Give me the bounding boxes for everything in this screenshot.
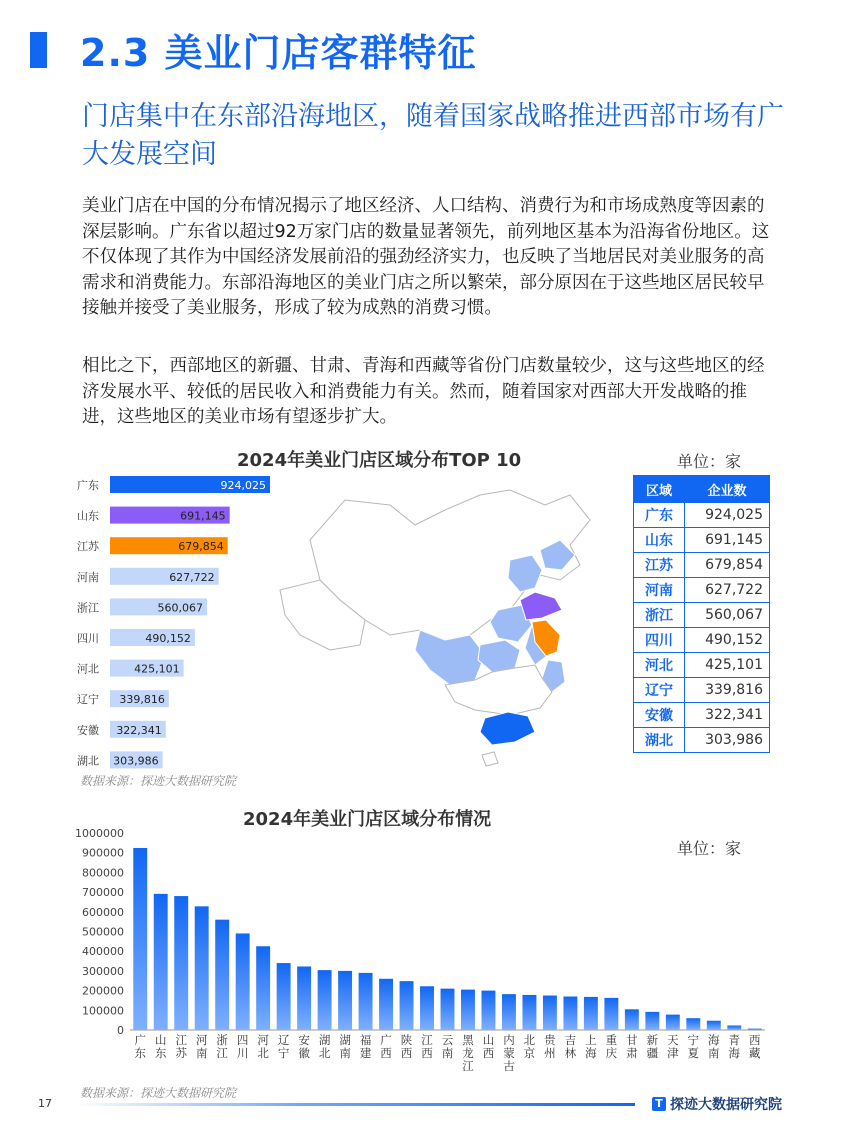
top10-data-label: 924,025 [220,479,266,492]
x-category-label: 黑龙江 [462,1033,474,1073]
top10-category-label: 四川 [77,632,99,645]
x-category-label: 江西 [421,1033,433,1060]
region-bar [256,946,270,1030]
region-bar [154,894,168,1030]
table-row [634,578,770,603]
table-row [634,528,770,553]
table-cell-value: 560,067 [685,603,770,628]
table-row [634,603,770,628]
region-bar [297,966,311,1030]
x-category-label: 安徽 [298,1033,310,1060]
all-regions-bar-chart [60,825,775,1080]
region-bar [625,1009,639,1030]
y-tick-label: 100000 [82,1004,124,1018]
table-cell-value: 425,101 [685,653,770,678]
paragraph-2: 相比之下，西部地区的新疆、甘肃、青海和西藏等省份门店数量较少，这与这些地区的经济发展水平、较低的居民收入和消费能力有关。然而，随着国家对西部大开发战略的推进，这些地区的美业市场有望逐步扩大。 [82,356,765,427]
top10-category-label: 山东 [77,509,99,523]
section-subtitle: 门店集中在东部沿海地区，随着国家战略推进西部市场有广大发展空间 [82,101,784,170]
y-tick-label: 0 [117,1024,124,1037]
region-bar [584,997,598,1030]
x-category-label: 上海 [585,1033,597,1060]
top10-data-label: 339,816 [119,693,165,707]
y-tick-label: 1000000 [75,827,124,840]
region-bar [195,906,209,1030]
y-tick-label: 500000 [82,925,124,939]
map-region-hainan [482,752,498,766]
table-header-count: 企业数 [685,476,770,503]
top10-category-label: 广东 [77,479,99,492]
table-cell-value: 691,145 [685,528,770,553]
x-category-label: 山东 [154,1033,167,1060]
title-accent-bar [30,32,47,68]
y-tick-label: 800000 [82,866,124,880]
x-category-label: 海南 [708,1033,720,1060]
region-bar [379,979,393,1030]
table-cell-region: 山东 [634,528,685,553]
footer-brand [652,1094,782,1114]
table-row [634,628,770,653]
region-bar [236,933,250,1030]
top10-data-label: 679,854 [178,540,224,554]
region-bar [318,970,332,1030]
region-bar [359,973,373,1030]
region-bar [686,1018,700,1030]
all-chart-title: 2024年美业门店区域分布情况 [243,809,492,830]
x-category-label: 新疆 [646,1033,659,1060]
x-category-label: 内蒙古 [503,1033,515,1073]
y-tick-label: 700000 [82,886,124,900]
table-cell-region: 江苏 [634,553,685,578]
x-category-label: 甘肃 [626,1033,638,1060]
region-bar [441,989,455,1030]
region-bar [400,981,414,1030]
table-cell-region: 河南 [634,578,685,603]
table-cell-region: 四川 [634,628,685,653]
table-cell-region: 河北 [634,653,685,678]
table-cell-value: 627,722 [685,578,770,603]
table-cell-value: 679,854 [685,553,770,578]
top10-category-label: 辽宁 [77,693,99,707]
x-category-label: 吉林 [564,1033,577,1060]
top10-bar-chart [75,473,275,768]
region-bar [604,998,618,1030]
top10-data-label: 627,722 [169,570,215,584]
map-region-hubei [478,640,520,672]
x-category-label: 天津 [667,1033,679,1060]
table-cell-value: 303,986 [685,728,770,753]
region-bar [338,971,352,1030]
table-cell-region: 浙江 [634,603,685,628]
region-bar [727,1025,741,1030]
region-bar [215,920,229,1030]
x-category-label: 宁夏 [687,1033,700,1060]
x-category-label: 广西 [380,1033,392,1060]
x-category-label: 辽宁 [277,1033,290,1060]
region-bar [133,848,147,1030]
paragraph-1: 美业门店在中国的分布情况揭示了地区经济、人口结构、消费行为和市场成熟度等因素的深层影响。广东省以超过92万家门店的数量显著领先，前列地区基本为沿海省份地区。这不仅体现了其作为中国经济发展前沿的强劲经济实力，也反映了当地居民对美业服务的高需求和消费能力。东部沿海地区的美业门店之所以繁荣，部分原因在于这些地区居民较早接触并接受了美业服务，形成了较为成熟的消费习惯。 [82,196,770,318]
x-category-label: 江苏 [175,1033,187,1060]
region-bar [461,990,475,1030]
table-cell-region: 湖北 [634,728,685,753]
brand-logo-icon: T [652,1097,666,1111]
x-category-label: 重庆 [605,1033,618,1060]
top10-table [633,475,770,753]
top10-source: 数据来源：探迹大数据研究院 [80,774,237,788]
top10-data-label: 560,067 [157,601,203,615]
x-category-label: 贵州 [544,1033,556,1060]
footer-divider [75,1103,635,1106]
x-category-label: 陕西 [400,1033,413,1060]
x-category-label: 西藏 [749,1033,761,1060]
table-row [634,703,770,728]
table-cell-value: 322,341 [685,703,770,728]
y-tick-label: 200000 [82,984,124,998]
table-row [634,553,770,578]
top10-category-label: 河北 [77,662,99,676]
top10-data-label: 425,101 [134,662,180,676]
region-bar [420,986,434,1030]
top10-unit: 单位：家 [677,452,742,471]
x-category-label: 北京 [523,1033,536,1060]
x-category-label: 山西 [482,1033,495,1060]
x-category-label: 湖北 [318,1033,331,1060]
x-category-label: 湖南 [339,1033,351,1060]
map-region-guangdong [480,712,535,745]
table-row [634,653,770,678]
region-bar [502,994,516,1030]
table-row [634,678,770,703]
top10-data-label: 691,145 [180,509,226,523]
region-bar [748,1029,762,1030]
y-tick-label: 600000 [82,905,124,919]
x-category-label: 云南 [441,1033,454,1060]
x-category-label: 福建 [359,1033,372,1060]
page-title: 2.3 美业门店客群特征 [80,31,477,75]
region-bar [174,896,188,1030]
x-category-label: 广东 [134,1033,146,1060]
x-category-label: 四川 [236,1033,249,1060]
region-bar [522,995,536,1030]
top10-data-label: 322,341 [116,723,162,737]
y-tick-label: 900000 [82,846,124,860]
table-cell-region: 辽宁 [634,678,685,703]
table-cell-region: 广东 [634,503,685,528]
region-bar [666,1015,680,1030]
table-cell-value: 490,152 [685,628,770,653]
y-tick-label: 400000 [82,945,124,959]
top10-category-label: 湖北 [77,754,99,768]
y-tick-label: 300000 [82,964,124,978]
region-bar [707,1021,721,1030]
x-category-label: 浙江 [216,1033,228,1060]
top10-category-label: 安徽 [77,723,99,737]
table-row [634,728,770,753]
all-chart-source: 数据来源：探迹大数据研究院 [80,1086,237,1100]
top10-data-label: 490,152 [145,632,191,645]
table-cell-region: 安徽 [634,703,685,728]
top10-category-label: 浙江 [77,601,99,615]
region-bar [645,1012,659,1030]
page-number: 17 [38,1097,52,1110]
top10-data-label: 303,986 [113,754,159,768]
table-row [634,503,770,528]
brand-name: 探迹大数据研究院 [670,1097,782,1113]
all-chart-unit: 单位：家 [677,839,742,858]
table-cell-value: 339,816 [685,678,770,703]
region-bar [563,997,577,1030]
top10-category-label: 江苏 [77,540,99,554]
region-bar [543,996,557,1030]
region-bar [482,991,496,1030]
top10-category-label: 河南 [77,570,99,584]
x-category-label: 河北 [257,1033,269,1060]
table-header-region: 区域 [634,476,685,503]
map-region-shandong [520,592,562,620]
x-category-label: 河南 [195,1033,208,1060]
table-cell-value: 924,025 [685,503,770,528]
top10-chart-title: 2024年美业门店区域分布TOP 10 [237,450,522,471]
china-map [270,470,610,770]
x-category-label: 青海 [728,1033,741,1060]
region-bar [277,963,291,1030]
